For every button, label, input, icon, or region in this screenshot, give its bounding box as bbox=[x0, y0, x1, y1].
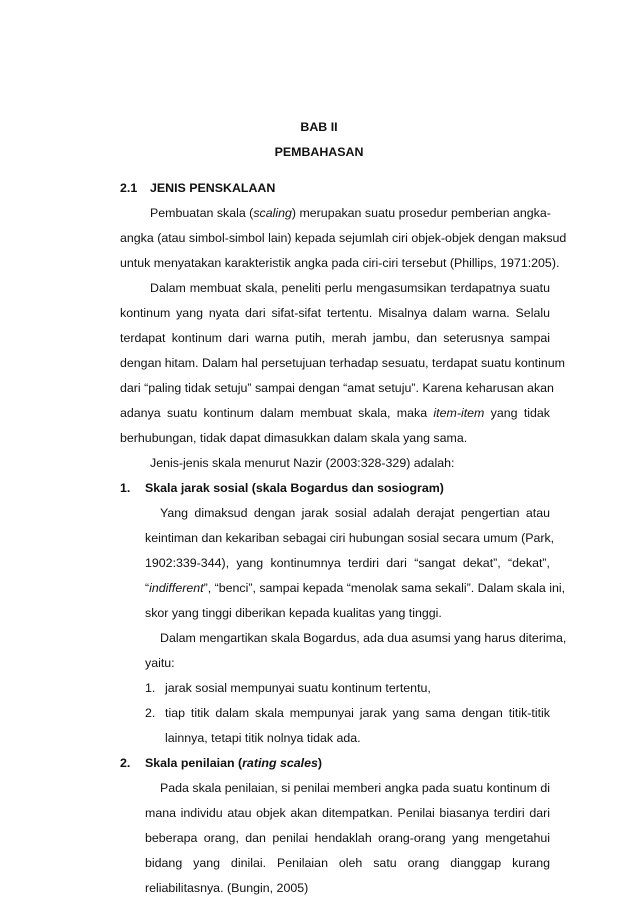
paragraph-2-line-2: kontinum yang nyata dari sifat-sifat tertentu. Misalnya dalam warna. Selalu bbox=[120, 306, 550, 320]
list-item-1-text-line-3: 1902:339-344), yang kontinumnya terdiri dari “sangat dekat”, “dekat”, bbox=[145, 556, 550, 570]
paragraph-2-line-4: dengan hitam. Dalam hal persetujuan terhadap sesuatu, terdapat suatu kontinum bbox=[120, 356, 565, 370]
paragraph-2-line-1: Dalam membuat skala, peneliti perlu mengasumsikan terdapatnya suatu bbox=[150, 281, 550, 295]
paragraph-1-line-1: Pembuatan skala (scaling) merupakan suatu prosedur pemberian angka- bbox=[150, 206, 551, 220]
list-item-1-text-line-6: Dalam mengartikan skala Bogardus, ada dua asumsi yang harus diterima, bbox=[160, 631, 567, 645]
chapter-title: PEMBAHASAN bbox=[274, 145, 364, 159]
list-item-1-text-line-5: skor yang tinggi diberikan kepada kualitas yang tinggi. bbox=[145, 606, 442, 620]
sublist-item-1-number: 1. bbox=[145, 681, 156, 695]
paragraph-1-line-2: angka (atau simbol-simbol lain) kepada sejumlah ciri objek-objek dengan maksud bbox=[120, 231, 567, 245]
list-item-1-text-line-2: keintiman dan kekariban sebagai ciri hubungan sosial secara umum (Park, bbox=[145, 531, 555, 545]
chapter-number: BAB II bbox=[300, 120, 338, 134]
section-title: JENIS PENSKALAAN bbox=[150, 181, 276, 195]
sublist-item-1-text: jarak sosial mempunyai suatu kontinum tertentu, bbox=[165, 681, 431, 695]
section-number: 2.1 bbox=[120, 181, 138, 195]
list-item-2-text-line-3: beberapa orang, dan penilai hendaklah orang-orang yang mengetahui bbox=[145, 831, 550, 845]
paragraph-2-line-5: dari “paling tidak setuju” sampai dengan “amat setuju”. Karena keharusan akan bbox=[120, 381, 554, 395]
list-item-1-text-line-1: Yang dimaksud dengan jarak sosial adalah derajat pengertian atau bbox=[160, 506, 550, 520]
list-item-2-text-line-1: Pada skala penilaian, si penilai memberi angka pada suatu kontinum di bbox=[160, 781, 550, 795]
sublist-item-2-text-line-2: lainnya, tetapi titik nolnya tidak ada. bbox=[165, 731, 361, 745]
list-item-2-number: 2. bbox=[120, 756, 131, 770]
paragraph-2-line-7: berhubungan, tidak dapat dimasukkan dalam skala yang sama. bbox=[120, 431, 468, 445]
list-item-2-text-line-5: reliabilitasnya. (Bungin, 2005) bbox=[145, 881, 309, 895]
list-item-2-heading: Skala penilaian (rating scales) bbox=[145, 756, 323, 770]
paragraph-1-line-3: untuk menyatakan karakteristik angka pada ciri-ciri tersebut (Phillips, 1971:205). bbox=[120, 256, 560, 270]
paragraph-2-line-3: terdapat kontinum dari warna putih, merah jambu, dan seterusnya sampai bbox=[120, 331, 550, 345]
list-item-1-text-line-4: “indifferent”, “benci”, sampai kepada “menolak sama sekali”. Dalam skala ini, bbox=[145, 581, 566, 595]
list-item-1-text-line-7: yaitu: bbox=[145, 656, 175, 670]
paragraph-3: Jenis-jenis skala menurut Nazir (2003:328-329) adalah: bbox=[150, 456, 455, 470]
list-item-1-heading: Skala jarak sosial (skala Bogardus dan sosiogram) bbox=[145, 481, 444, 495]
paragraph-2-line-6: adanya suatu kontinum dalam membuat skala, maka item-item yang tidak bbox=[120, 406, 550, 420]
list-item-2-text-line-4: bidang yang dinilai. Penilaian oleh satu orang dianggap kurang bbox=[145, 856, 550, 870]
list-item-1-number: 1. bbox=[120, 481, 131, 495]
sublist-item-2-text-line-1: tiap titik dalam skala mempunyai jarak yang sama dengan titik-titik bbox=[165, 706, 550, 720]
list-item-2-text-line-2: mana individu atau objek akan ditempatkan. Penilai biasanya terdiri dari bbox=[145, 806, 550, 820]
sublist-item-2-number: 2. bbox=[145, 706, 156, 720]
